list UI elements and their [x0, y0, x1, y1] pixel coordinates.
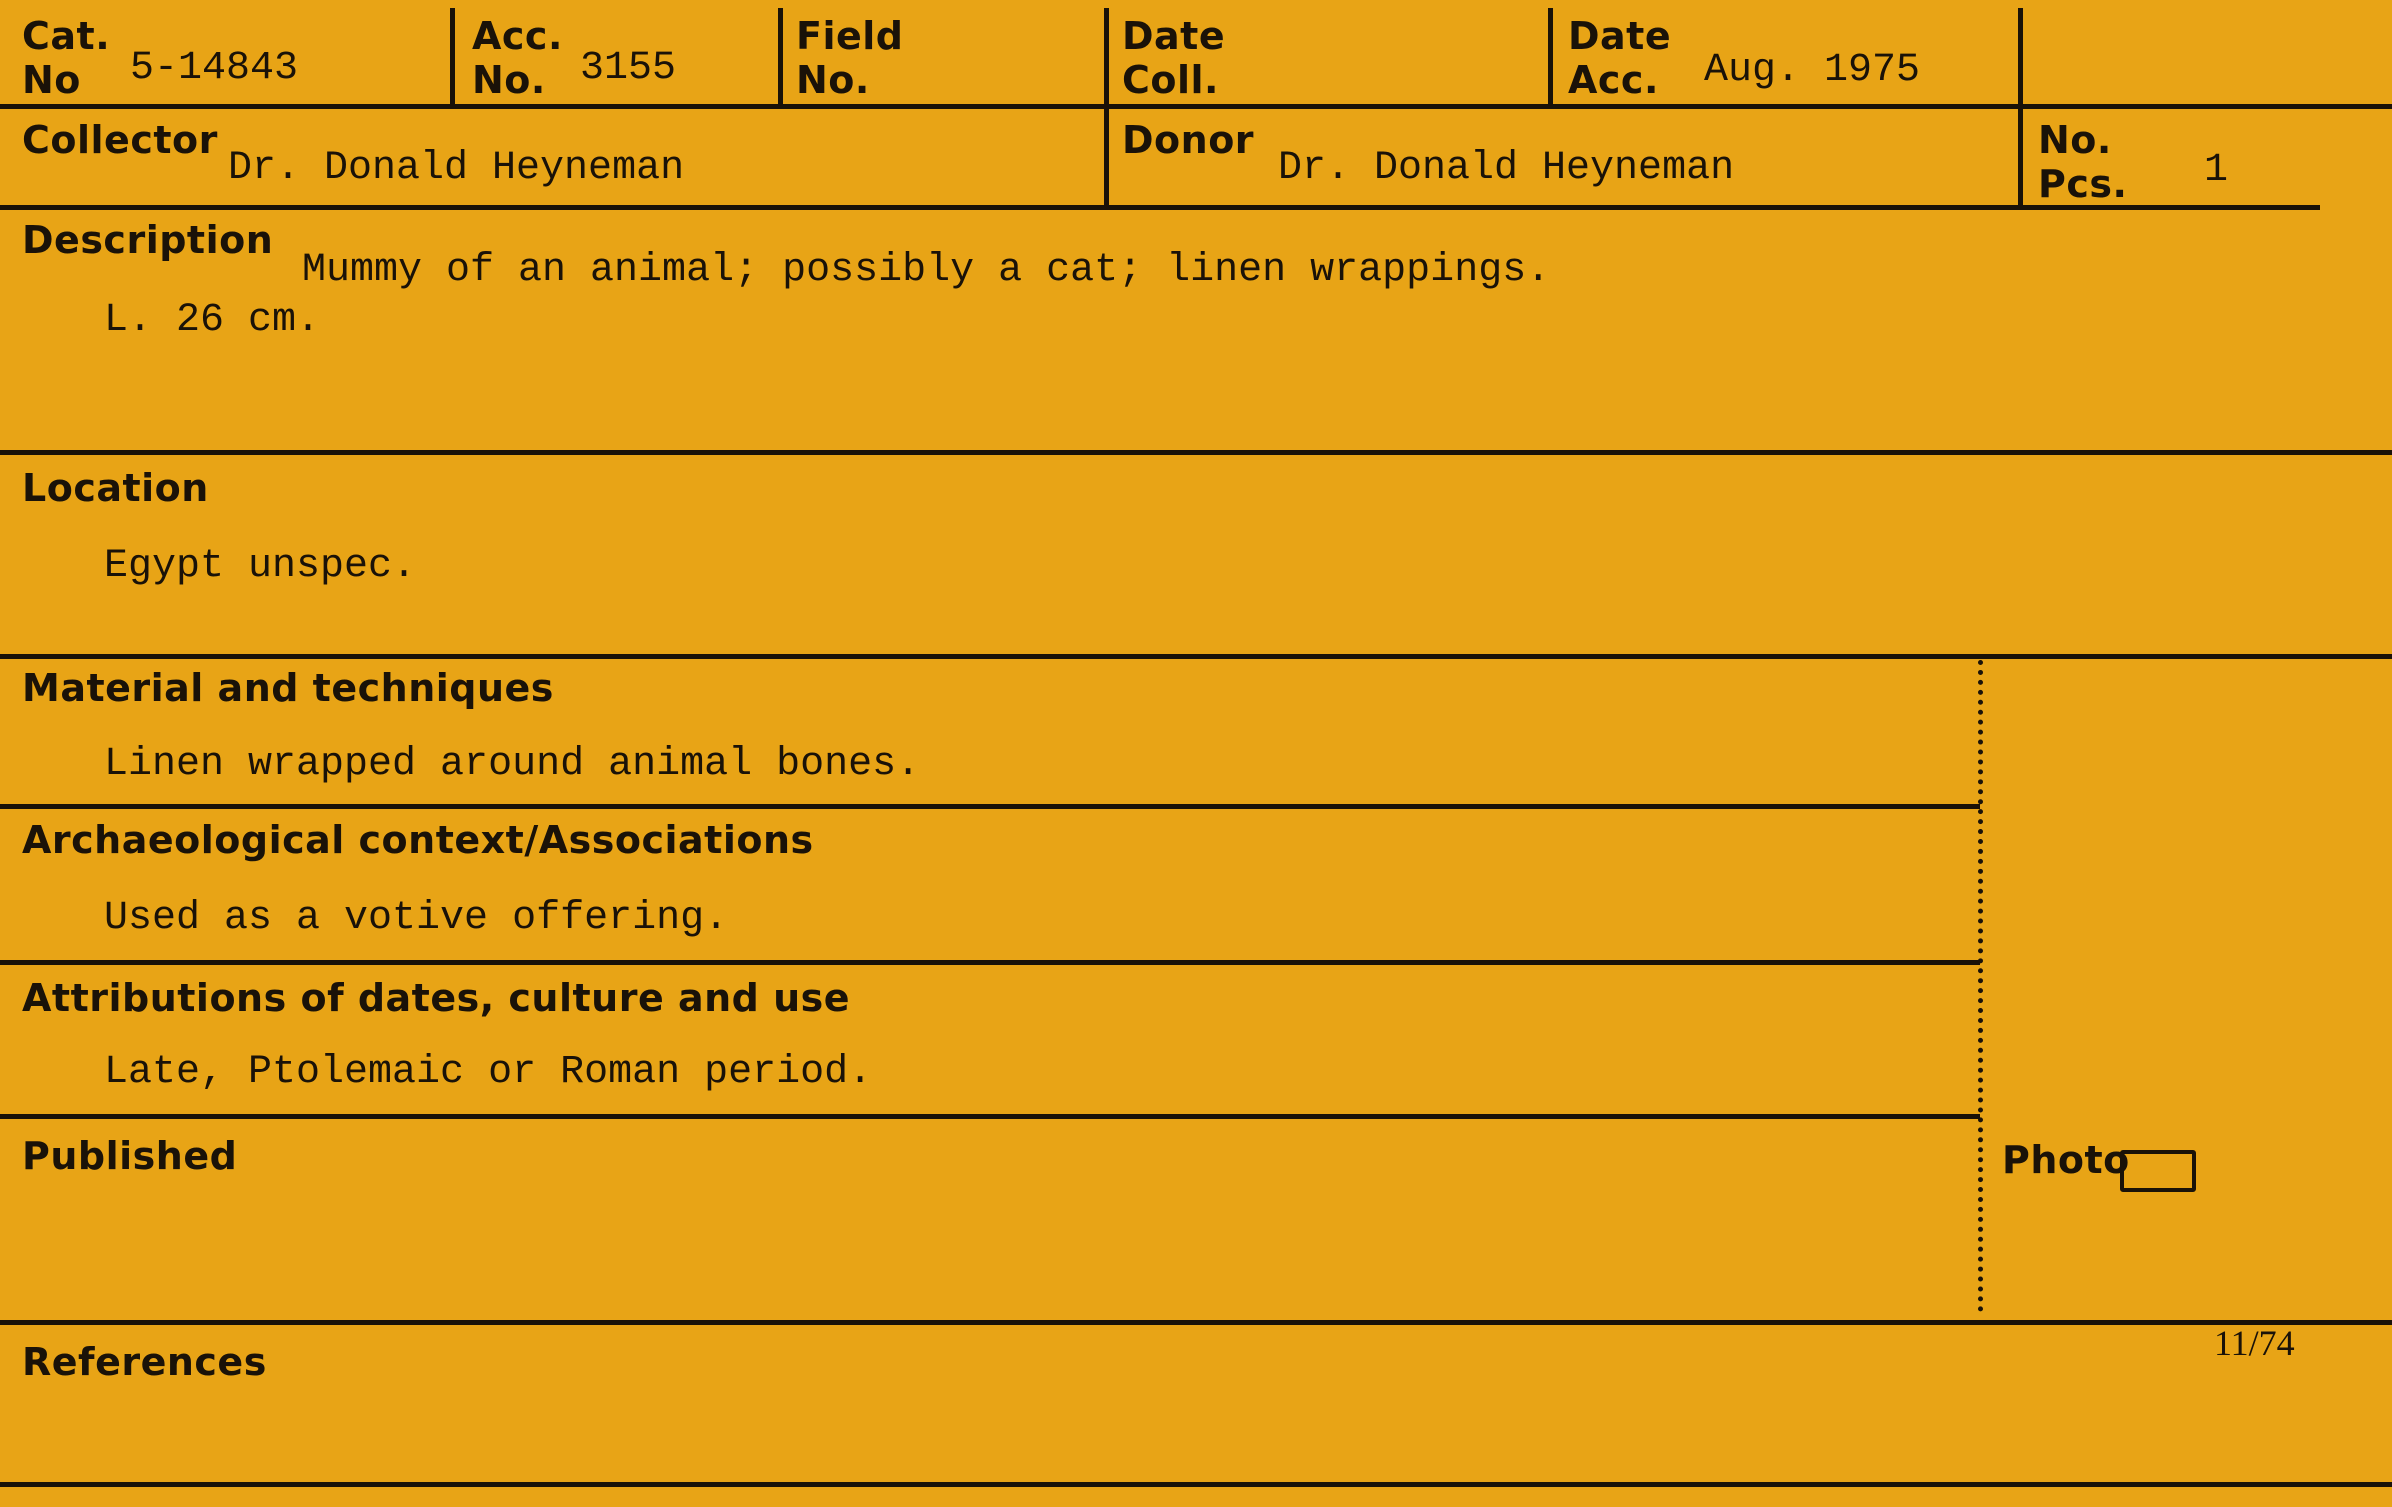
divider-acc-field	[778, 8, 783, 106]
description-line2: L. 26 cm.	[104, 298, 321, 343]
pcs-value: 1	[2204, 148, 2229, 193]
pcs-label-line1: No.	[2038, 118, 2112, 162]
donor-value: Dr. Donald Heyneman	[1278, 146, 1735, 191]
context-value: Used as a votive offering.	[104, 896, 729, 941]
divider-context-bottom	[0, 960, 1980, 965]
published-label: Published	[22, 1134, 238, 1178]
location-value: Egypt unspec.	[104, 544, 417, 589]
divider-description-bottom	[0, 450, 2392, 455]
divider-cat-acc	[450, 8, 455, 106]
collector-value: Dr. Donald Heyneman	[228, 146, 685, 191]
date-coll-label-line1: Date	[1122, 14, 1226, 58]
divider-references-bottom	[0, 1482, 2392, 1487]
cat-label-line1: Cat.	[22, 14, 111, 58]
cat-number-value: 5-14843	[130, 46, 299, 91]
photo-checkbox[interactable]	[2120, 1150, 2196, 1192]
date-acc-label-line2: Acc.	[1568, 58, 1659, 102]
attributions-value: Late, Ptolemaic or Roman period.	[104, 1050, 873, 1095]
field-label-line1: Field	[796, 14, 904, 58]
acc-number-value: 3155	[580, 46, 677, 91]
collector-label: Collector	[22, 118, 218, 162]
divider-attributions-bottom	[0, 1114, 1980, 1119]
material-label: Material and techniques	[22, 666, 554, 710]
location-label: Location	[22, 466, 209, 510]
divider-photo-dotted	[1978, 660, 1983, 1312]
attributions-label: Attributions of dates, culture and use	[22, 976, 851, 1020]
divider-datecoll-dateacc	[1548, 8, 1553, 106]
description-line1: Mummy of an animal; possibly a cat; linen wrappings.	[302, 248, 1551, 293]
pcs-label-line2: Pcs.	[2038, 162, 2128, 206]
divider-published-bottom	[0, 1320, 2392, 1325]
description-label: Description	[22, 218, 274, 262]
form-code: 11/74	[2214, 1323, 2295, 1363]
divider-material-bottom	[0, 804, 1980, 809]
references-label: References	[22, 1340, 267, 1384]
field-label-line2: No.	[796, 58, 870, 102]
divider-header-bottom	[0, 104, 2392, 109]
divider-field-datecoll	[1104, 8, 1109, 208]
date-acc-value: Aug. 1975	[1704, 48, 1921, 93]
acc-label-line1: Acc.	[472, 14, 563, 58]
material-value: Linen wrapped around animal bones.	[104, 742, 921, 787]
date-coll-label-line2: Coll.	[1122, 58, 1219, 102]
date-acc-label-line1: Date	[1568, 14, 1672, 58]
cat-label-line2: No	[22, 58, 81, 102]
divider-location-bottom	[0, 654, 2392, 659]
divider-dateacc-blank	[2018, 8, 2023, 208]
divider-collector-bottom	[0, 205, 2320, 210]
acc-label-line2: No.	[472, 58, 546, 102]
donor-label: Donor	[1122, 118, 1255, 162]
photo-label: Photo	[2002, 1138, 2130, 1182]
context-label: Archaeological context/Associations	[22, 818, 814, 862]
